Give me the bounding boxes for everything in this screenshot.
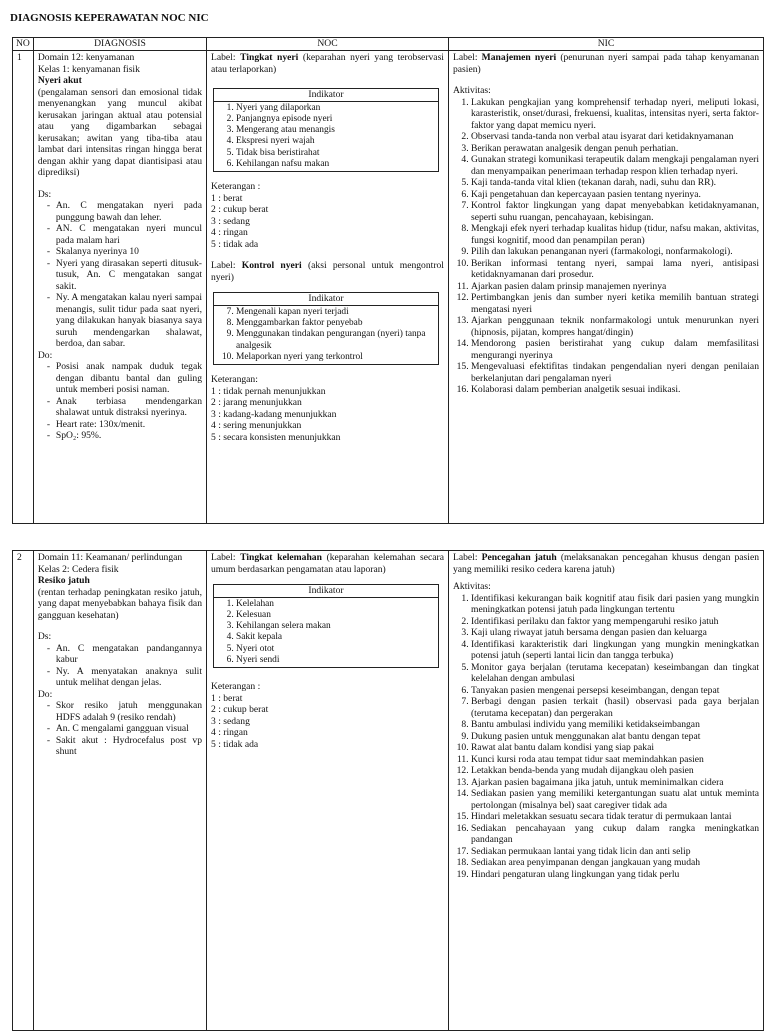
noc-label-line: Label: Kontrol nyeri (aksi personal untuk mengontrol nyeri) [211, 260, 444, 283]
aktivitas-item: 6. Kaji pengetahuan dan kepercayaan pasien tentang nyerinya. [471, 189, 759, 201]
aktivitas-item: 16. Sediakan pencahayaan yang cukup dalam rangka meningkatkan pandangan [471, 823, 759, 846]
aktivitas-label: Aktivitas: [452, 85, 491, 96]
list-item: - SpO₂: 95%. [56, 430, 202, 442]
list-item: - An. C mengatakan pandangannya kabur [56, 643, 202, 666]
header-noc: NOC [207, 38, 449, 51]
dx-definition: (rentan terhadap peningkatan resiko jatuh, yang dapat menyebabkan bahaya fisik dan gangguan kesehatan) [37, 586, 202, 621]
keterangan-label: Keterangan : [211, 181, 261, 193]
aktivitas-item: 10. Rawat alat bantu dalam kondisi yang siap pakai [471, 742, 759, 754]
indicator-item: 4. Sakit kepala [236, 632, 434, 643]
aktivitas-item: 14. Mendorong pasien beristirahat yang cukup dalam memfasilitasi mengurangi nyerinya [471, 338, 759, 361]
indicator-item: 1. Nyeri yang dilaporkan [236, 103, 434, 114]
aktivitas-item: 8. Bantu ambulasi individu yang memiliki ketidakseimbangan [471, 719, 759, 731]
keterangan-item: 4 : ringan [211, 227, 248, 239]
keterangan-label: Keterangan : [211, 681, 261, 693]
noc-label-line: Label: Tingkat kelemahan (keparahan kelemahan secara umum berdasarkan pengamatan atau laporan) [211, 552, 444, 575]
indicator-header: Indikator [214, 89, 439, 102]
list-item: - Posisi anak nampak duduk tegak dengan dibantu bantal dan guling untuk memberi posisi naman. [56, 361, 202, 396]
keterangan-item: 5 : secara konsisten menunjukkan [211, 431, 341, 443]
nic-label-line: Label: Manajemen nyeri (penurunan nyeri sampai pada tahap kenyamanan pasien) [452, 52, 759, 75]
dx-definition: (pengalaman sensori dan emosional tidak menyenangkan yang muncul akibat kerusakan jaringan aktual atau potensial atau yang digambarkan sebagai kerusakan; awitan yang tiba-tiba atau lambat dari intensitas ringan hingga berat dengan akhir yang dapat diantisipasi atau diprediksi) [37, 86, 202, 178]
indicator-item: 4. Ekspresi nyeri wajah [236, 136, 434, 147]
care-plan-table-2 [12, 550, 764, 1031]
aktivitas-item: 7. Berbagi dengan pasien terkait (hasil) observasi pada gaya berjalan (terutama kecepatan) dan pergerakan [471, 696, 759, 719]
noc-description: (keparahan nyeri yang terobservasi atau terlaporkan) [211, 52, 444, 75]
ds-label: Ds: [37, 631, 52, 642]
keterangan-item: 4 : ringan [211, 727, 248, 739]
aktivitas-item: 6. Tanyakan pasien mengenai persepsi keseimbangan, dengan tepat [471, 685, 759, 697]
dx-kelas: Kelas 1: kenyamanan fisik [37, 63, 140, 75]
diagnosis-cell [33, 51, 206, 524]
aktivitas-item: 3. Berikan perawatan analgesik dengan penuh perhatian. [471, 143, 759, 155]
indicator-header: Indikator [214, 293, 439, 306]
aktivitas-item: 5. Monitor gaya berjalan (terutama kecepatan) keseimbangan dan tingkat kelelahan dengan ambulasi [471, 662, 759, 685]
dx-domain: Domain 12: kenyamanan [37, 52, 135, 63]
indicator-list [218, 103, 434, 171]
aktivitas-item: 4. Gunakan strategi komunikasi terapeutik dalam mengkaji pengalaman nyeri dan menyampaikan penerimaan terhadap respon klien terhadap nyeri. [471, 154, 759, 177]
do-label: Do: [37, 349, 53, 361]
aktivitas-item: 5. Kaji tanda-tanda vital klien (tekanan darah, nadi, suhu dan RR). [471, 177, 759, 189]
list-item: - An. C mengalami gangguan visual [56, 723, 202, 735]
aktivitas-item: 8. Mengkaji efek nyeri terhadap kualitas hidup (tidur, nafsu makan, aktivitas, fungsi kognitif, mood dan penampilan peran) [471, 223, 759, 246]
keterangan-item: 3 : sedang [211, 715, 250, 727]
list-item: - Skalanya nyerinya 10 [56, 246, 202, 258]
aktivitas-item: 7. Kontrol faktor lingkungan yang dapat menyebabkan ketidaknyamanan, seperti suhu ruangan, pencahayaan, kebisingan. [471, 200, 759, 223]
aktivitas-item: 17. Sediakan permukaan lantai yang tidak licin dan anti selip [471, 846, 759, 858]
noc-cell [207, 551, 449, 1031]
aktivitas-item: 2. Identifikasi perilaku dan faktor yang mempengaruhi resiko jatuh [471, 616, 759, 628]
list-item: - An. C mengatakan nyeri pada punggung bawah dan leher. [56, 200, 202, 223]
nic-label: Manajemen nyeri [481, 52, 557, 63]
keterangan-label: Keterangan: [211, 374, 258, 386]
header-nic: NIC [448, 38, 763, 51]
keterangan-item: 1 : berat [211, 192, 243, 204]
nic-description: (melaksanakan pencegahan khusus dengan pasien yang memiliki resiko cedera karena jatuh) [452, 552, 760, 575]
noc-label: Kontrol nyeri [241, 260, 302, 272]
indicator-item: 5. Nyeri otot [236, 644, 434, 655]
keterangan-item: 5 : tidak ada [211, 738, 259, 750]
aktivitas-item: 19. Hindari pengaturan ulang lingkungan yang tidak perlu [471, 869, 759, 881]
noc-cell [207, 51, 449, 524]
aktivitas-item: 4. Identifikasi karakteristik dari lingkungan yang mungkin meningkatkan potensi jatuh (seperti lantai licin dan tangga terbuka) [471, 639, 759, 662]
do-label: Do: [37, 688, 53, 700]
row-number: 1 [13, 51, 34, 524]
aktivitas-item: 12. Letakkan benda-benda yang mudah dijangkau oleh pasien [471, 765, 759, 777]
keterangan-item: 2 : cukup berat [211, 704, 269, 716]
indicator-item: 1. Kelelahan [236, 599, 434, 610]
ds-list [38, 200, 202, 350]
indicator-item: 7. Mengenali kapan nyeri terjadi [236, 307, 434, 318]
document-title: DIAGNOSIS KEPERAWATAN NOC NIC [10, 12, 209, 24]
indicator-item: 8. Menggambarkan faktor penyebab [236, 318, 434, 329]
keterangan-item: 1 : berat [211, 692, 243, 704]
nic-cell [448, 51, 763, 524]
header-diagnosis: DIAGNOSIS [33, 38, 206, 51]
header-no: NO [13, 38, 34, 51]
noc-description: (aksi personal untuk mengontrol nyeri) [211, 260, 444, 283]
aktivitas-item: 1. Identifikasi kekurangan baik kognitif atau fisik dari pasien yang mungkin meningkatkan potensi jatuh pada lingkungan tertentu [471, 593, 759, 616]
aktivitas-item: 14. Sediakan pasien yang memiliki ketergantungan suatu alat untuk meminta pertolongan (misalnya bel) saat caregiver tidak ada [471, 788, 759, 811]
nic-cell [448, 551, 763, 1031]
indicator-item: 2. Kelesuan [236, 610, 434, 621]
list-item: - Skor resiko jatuh menggunakan HDFS adalah 9 (resiko rendah) [56, 700, 202, 723]
do-list [38, 700, 202, 758]
list-item: - Heart rate: 130x/menit. [56, 419, 202, 431]
aktivitas-item: 13. Ajarkan penggunaan teknik nonfarmakologi untuk menurunkan nyeri (hipnosis, pijatan, kompres hangat/dingin) [471, 315, 759, 338]
aktivitas-item: 2. Observasi tanda-tanda non verbal atau isyarat dari ketidaknyamanan [471, 131, 759, 143]
dx-label: Nyeri akut [37, 75, 82, 86]
indicator-item: 3. Mengerang atau menangis [236, 125, 434, 136]
aktivitas-label: Aktivitas: [452, 581, 491, 592]
list-item: - Ny. A menyatakan anaknya sulit untuk melihat dengan jelas. [56, 666, 202, 689]
aktivitas-item: 18. Sediakan area penyimpanan dengan jangkauan yang mudah [471, 857, 759, 869]
indicator-list [218, 307, 434, 363]
indicator-item: 10. Melaporkan nyeri yang terkontrol [236, 352, 434, 363]
noc-description: (keparahan kelemahan secara umum berdasarkan pengamatan atau laporan) [211, 552, 444, 575]
aktivitas-item: 9. Pilih dan lakukan penanganan nyeri (farmakologi, nonfarmakologi). [471, 246, 759, 258]
dx-label: Resiko jatuh [37, 575, 90, 586]
aktivitas-item: 1. Lakukan pengkajian yang komprehensif terhadap nyeri, meliputi lokasi, karasteristik, onset/durasi, frekuensi, kualitas, intensitas nyeri, serta faktor-faktor yang dapat memicu nyeri. [471, 97, 759, 132]
indicator-item: 2. Panjangnya episode nyeri [236, 114, 434, 125]
keterangan-item: 2 : jarang menunjukkan [211, 397, 302, 409]
diagnosis-cell [33, 551, 206, 1031]
ds-list [38, 643, 202, 689]
aktivitas-item: 12. Pertimbangkan jenis dan sumber nyeri ketika memilih bantuan strategi mengatasi nyeri [471, 292, 759, 315]
care-plan-table-1 [12, 37, 764, 524]
aktivitas-list [453, 593, 759, 881]
noc-label-line: Label: Tingkat nyeri (keparahan nyeri yang terobservasi atau terlaporkan) [211, 52, 444, 75]
aktivitas-list [453, 97, 759, 396]
nic-label-line: Label: Pencegahan jatuh (melaksanakan pencegahan khusus dengan pasien yang memiliki resiko cedera karena jatuh) [452, 552, 760, 575]
indicator-item: 6. Nyeri sendi [236, 655, 434, 666]
indicator-table [213, 292, 439, 365]
aktivitas-item: 11. Kunci kursi roda atau tempat tidur saat memindahkan pasien [471, 754, 759, 766]
nic-label: Pencegahan jatuh [481, 552, 557, 563]
aktivitas-item: 15. Hindari meletakkan sesuatu secara tidak teratur di permukaan lantai [471, 811, 759, 823]
aktivitas-item: 15. Mengevaluasi efektifitas tindakan pengendalian nyeri dengan penilaian berkelanjutan dari pengalaman nyeri [471, 361, 759, 384]
dx-domain: Domain 11: Keamanan/ perlindungan [37, 552, 183, 563]
indicator-item: 5. Tidak bisa beristirahat [236, 148, 434, 159]
aktivitas-item: 9. Dukung pasien untuk menggunakan alat bantu dengan tepat [471, 731, 759, 743]
keterangan-item: 2 : cukup berat [211, 204, 269, 216]
keterangan-item: 1 : tidak pernah menunjukkan [211, 385, 326, 397]
aktivitas-item: 13. Ajarkan pasien bagaimana jika jatuh, untuk meminimalkan cidera [471, 777, 759, 789]
indicator-item: 6. Kehilangan nafsu makan [236, 159, 434, 170]
indicator-header: Indikator [214, 585, 439, 598]
aktivitas-item: 11. Ajarkan pasien dalam prinsip manajemen nyerinya [471, 281, 759, 293]
do-list [38, 361, 202, 442]
aktivitas-item: 16. Kolaborasi dalam pemberian analgetik sesuai indikasi. [471, 384, 759, 396]
indicator-item: 3. Kehilangan selera makan [236, 621, 434, 632]
noc-label: Tingkat kelemahan [240, 552, 322, 563]
list-item: - Sakit akut : Hydrocefalus post vp shunt [56, 735, 202, 758]
indicator-list [218, 599, 434, 667]
dx-kelas: Kelas 2: Cedera fisik [37, 563, 119, 575]
ds-label: Ds: [37, 188, 52, 200]
list-item: - Nyeri yang dirasakan seperti ditusuk-tusuk, An. C mengatakan sangat sakit. [56, 258, 202, 293]
list-item: - AN. C mengatakan nyeri muncul pada malam hari [56, 223, 202, 246]
keterangan-item: 3 : sedang [211, 215, 250, 227]
indicator-table [213, 88, 439, 172]
keterangan-item: 5 : tidak ada [211, 238, 259, 250]
list-item: - Anak terbiasa mendengarkan shalawat untuk distraksi nyerinya. [56, 396, 202, 419]
aktivitas-item: 10. Berikan informasi tentang nyeri, sampai lama nyeri, antisipasi ketidaknyamanan dari prosedur. [471, 258, 759, 281]
keterangan-item: 4 : sering menunjukkan [211, 420, 302, 432]
aktivitas-item: 3. Kaji ulang riwayat jatuh bersama dengan pasien dan keluarga [471, 627, 759, 639]
indicator-item: 9. Menggunakan tindakan pengurangan (nyeri) tanpa analgesik [236, 329, 434, 352]
keterangan-item: 3 : kadang-kadang menunjukkan [211, 408, 337, 420]
row-number: 2 [13, 551, 34, 1031]
noc-label: Tingkat nyeri [240, 52, 299, 63]
nic-description: (penurunan nyeri sampai pada tahap kenyamanan pasien) [452, 52, 759, 75]
list-item: - Ny. A mengatakan kalau nyeri sampai menangis, sulit tidur pada saat nyeri, yang dilakukan hanyak biasanya saya suruh mendengarkan shalawat, berdoa, dan sabar. [56, 292, 202, 350]
indicator-table [213, 584, 439, 668]
